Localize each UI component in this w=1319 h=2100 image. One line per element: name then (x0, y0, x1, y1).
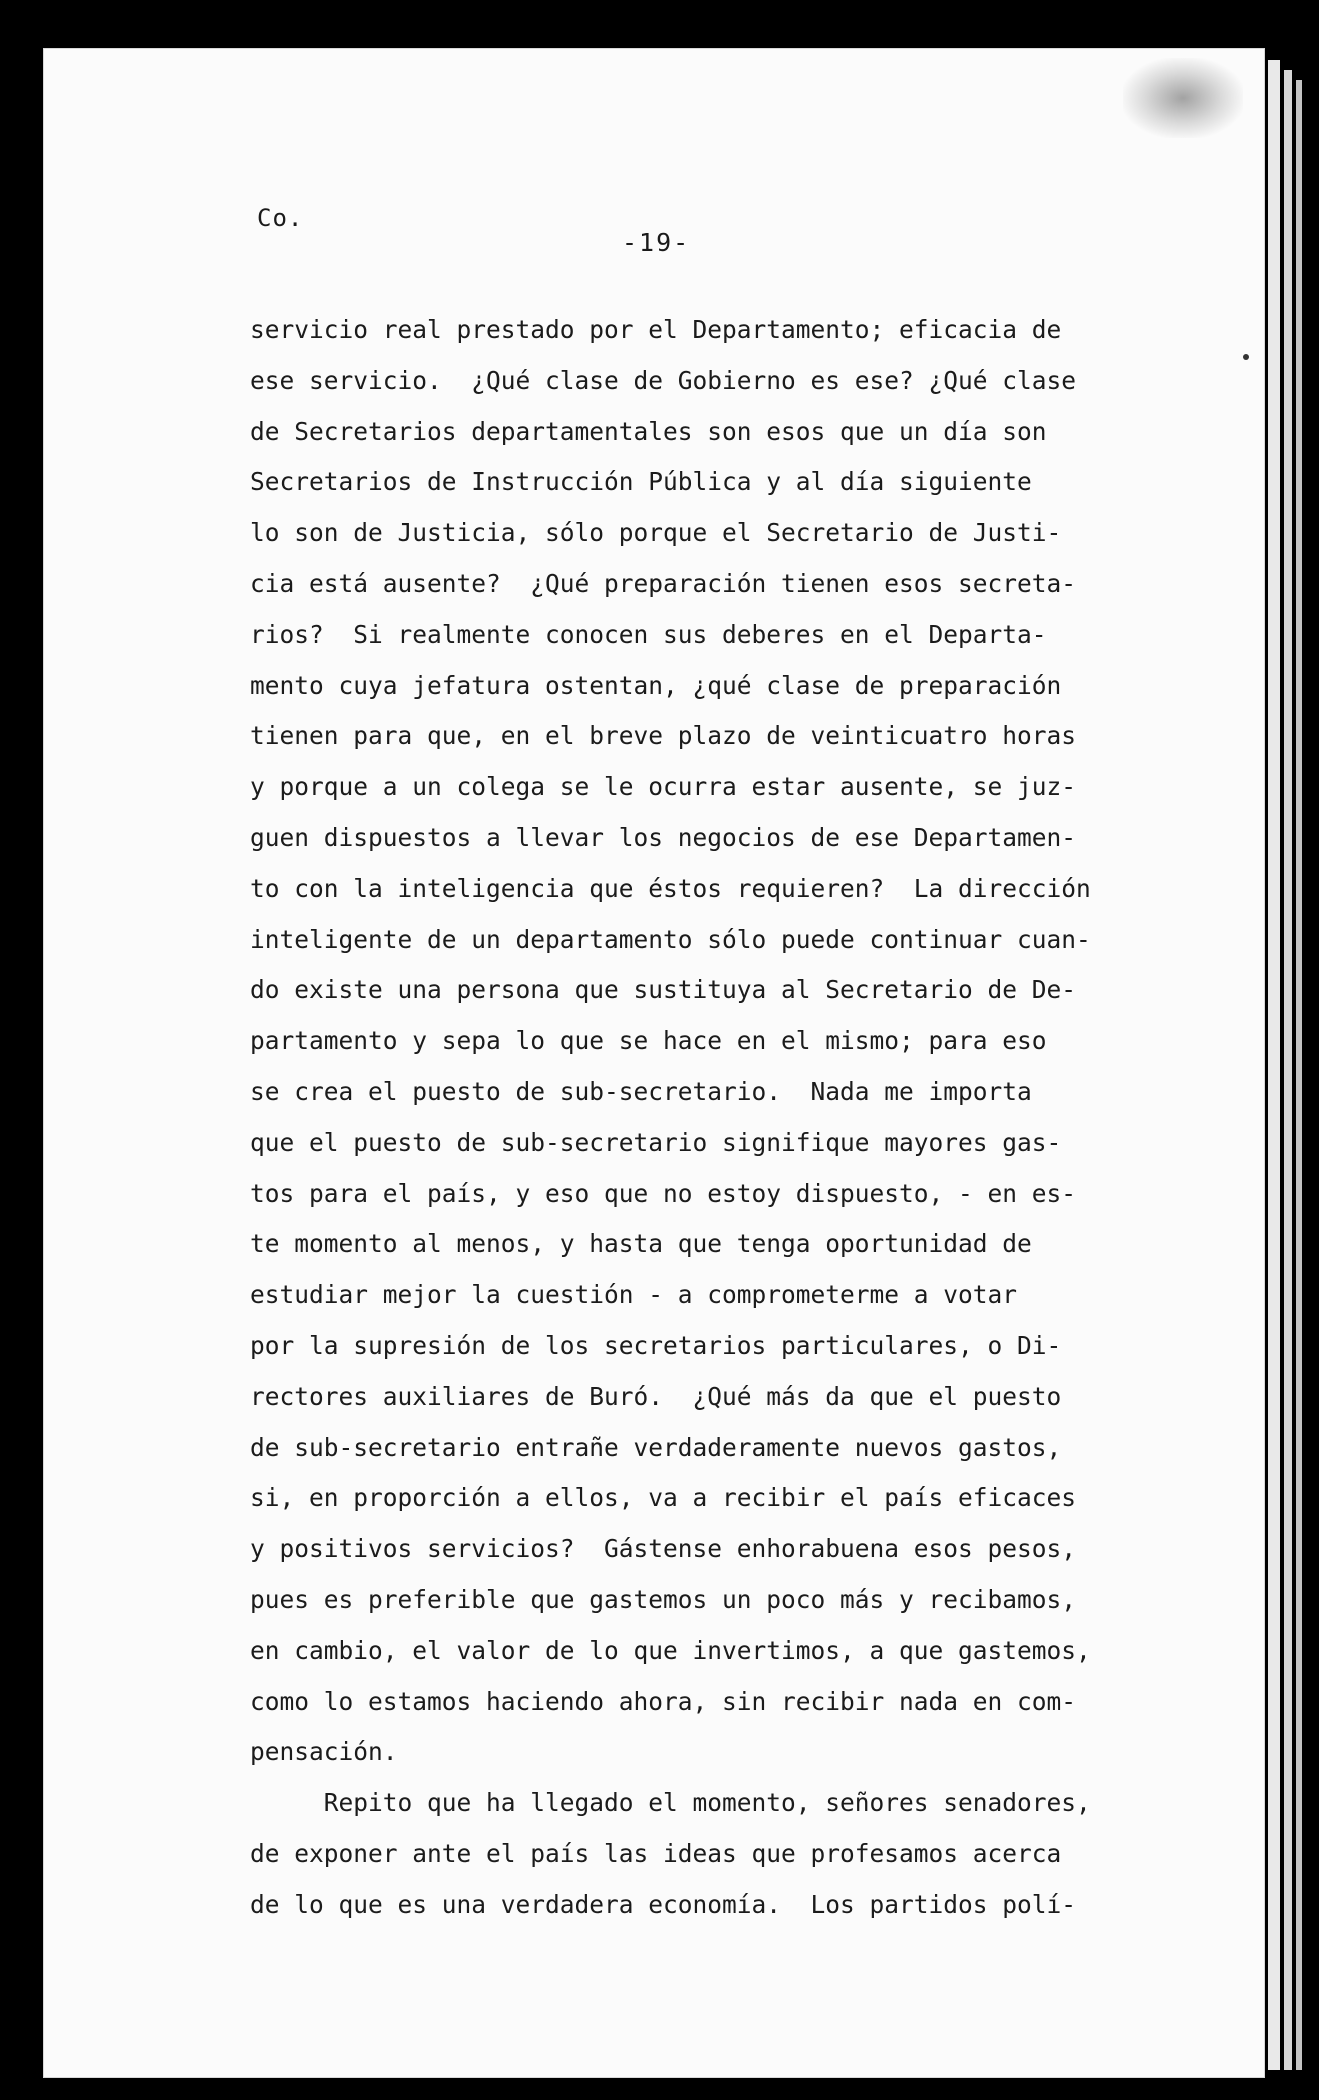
text-line: rectores auxiliares de Buró. ¿Qué más da que el puesto (250, 1381, 1062, 1411)
text-line: Repito que ha llegado el momento, señores senadores, (250, 1788, 1091, 1818)
text-line: te momento al menos, y hasta que tenga oportunidad de (250, 1229, 1032, 1259)
text-line: to con la inteligencia que éstos requieren? La dirección (250, 873, 1091, 903)
text-line: partamento y sepa lo que se hace en el mismo; para eso (250, 1026, 1047, 1056)
text-line: estudiar mejor la cuestión - a comprometerme a votar (250, 1280, 1018, 1310)
top-left-marker: Co. (257, 204, 304, 232)
text-line: tienen para que, en el breve plazo de veinticuatro horas (250, 721, 1077, 751)
text-line: rios? Si realmente conocen sus deberes en el Departa- (250, 619, 1047, 649)
page-stack-edge (1284, 70, 1292, 2070)
text-line: lo son de Justicia, sólo porque el Secretario de Justi- (250, 518, 1062, 548)
text-line: de lo que es una verdadera economía. Los partidos polí- (250, 1889, 1077, 1919)
page-scuff-mark (1123, 58, 1243, 138)
text-line: cia está ausente? ¿Qué preparación tienen esos secreta- (250, 568, 1077, 598)
text-line: como lo estamos haciendo ahora, sin recibir nada en com- (250, 1686, 1077, 1716)
text-line: pues es preferible que gastemos un poco más y recibamos, (250, 1584, 1077, 1614)
text-line: y positivos servicios? Gástense enhorabuena esos pesos, (250, 1534, 1077, 1564)
text-line: si, en proporción a ellos, va a recibir el país eficaces (250, 1483, 1077, 1513)
body-text (250, 305, 1130, 1931)
text-line: tos para el país, y eso que no estoy dispuesto, - en es- (250, 1178, 1077, 1208)
text-line: que el puesto de sub-secretario signifique mayores gas- (250, 1127, 1062, 1157)
text-line: mento cuya jefatura ostentan, ¿qué clase de preparación (250, 670, 1062, 700)
page-stack-edge (1296, 80, 1302, 2070)
page-number: -19- (622, 228, 691, 257)
text-line: ese servicio. ¿Qué clase de Gobierno es ese? ¿Qué clase (250, 365, 1077, 395)
text-line: de Secretarios departamentales son esos que un día son (250, 416, 1047, 446)
text-line: se crea el puesto de sub-secretario. Nada me importa (250, 1076, 1032, 1106)
text-line: Secretarios de Instrucción Pública y al día siguiente (250, 467, 1032, 497)
text-line: y porque a un colega se le ocurra estar ausente, se juz- (250, 772, 1077, 802)
page-stack-edge (1268, 60, 1280, 2070)
text-line: guen dispuestos a llevar los negocios de ese Departamen- (250, 822, 1077, 852)
ink-dot (1243, 354, 1249, 360)
text-line: pensación. (250, 1737, 398, 1767)
text-line: do existe una persona que sustituya al Secretario de De- (250, 975, 1077, 1005)
text-line: de sub-secretario entrañe verdaderamente nuevos gastos, (250, 1432, 1062, 1462)
text-line: servicio real prestado por el Departamento; eficacia de (250, 315, 1062, 344)
text-line: por la supresión de los secretarios particulares, o Di- (250, 1330, 1062, 1360)
text-line: de exponer ante el país las ideas que profesamos acerca (250, 1838, 1062, 1868)
text-line: inteligente de un departamento sólo puede continuar cuan- (250, 924, 1091, 954)
text-line: en cambio, el valor de lo que invertimos, a que gastemos, (250, 1635, 1091, 1665)
